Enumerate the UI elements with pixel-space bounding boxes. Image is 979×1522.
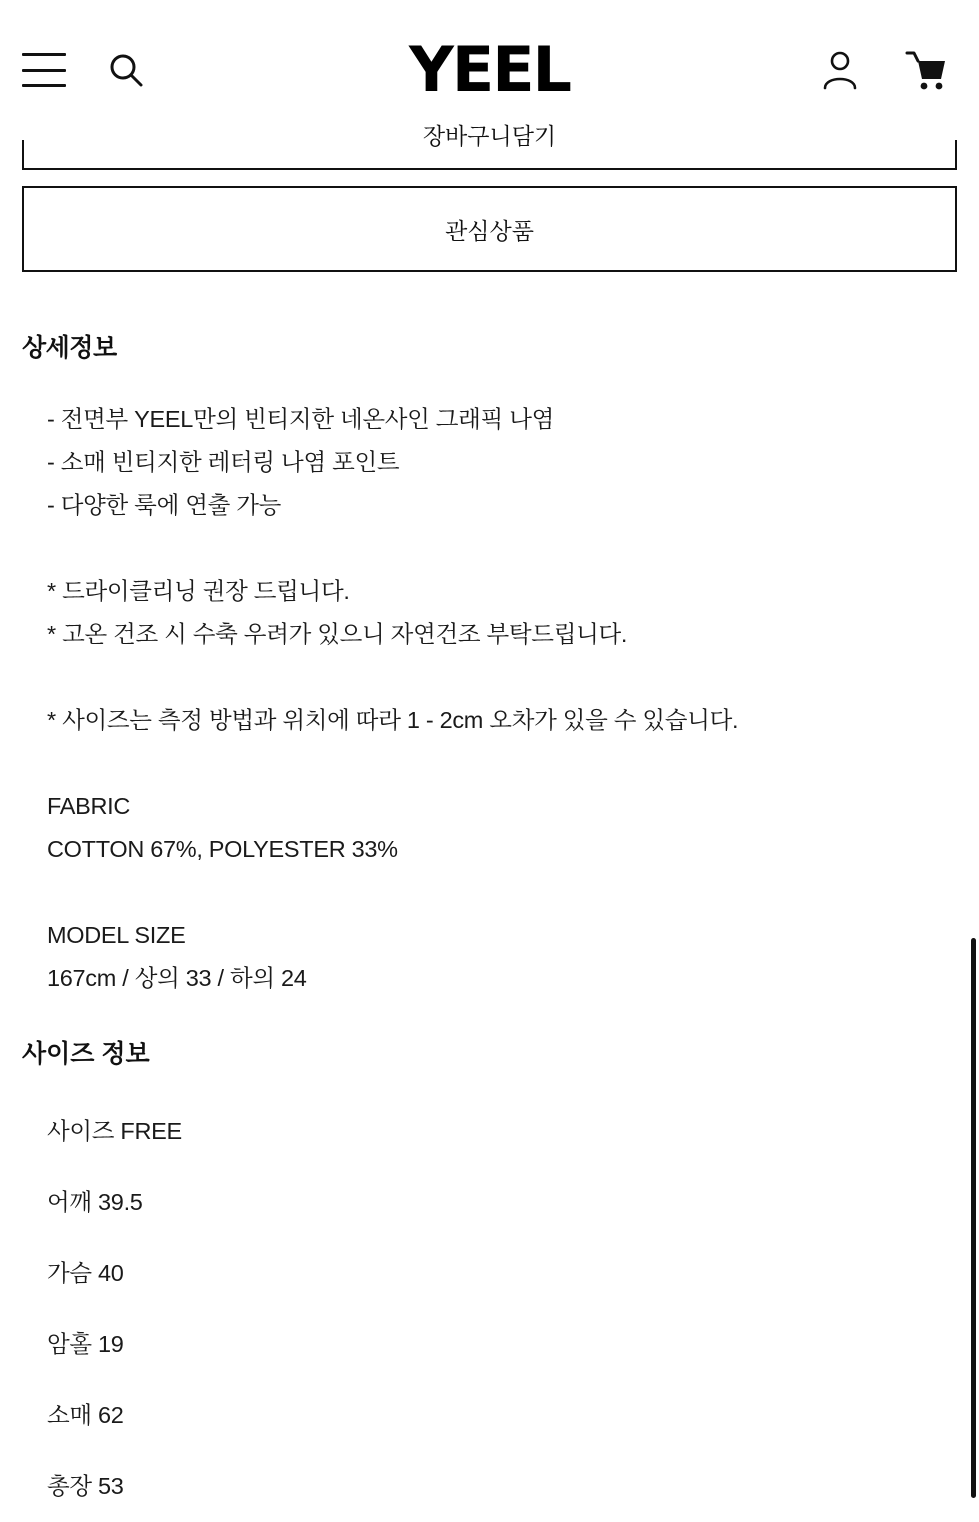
cart-icon[interactable] — [905, 49, 949, 91]
detail-spacer — [47, 871, 957, 914]
detail-spacer — [47, 527, 957, 570]
account-icon[interactable] — [821, 49, 859, 91]
detail-body — [22, 398, 957, 1000]
size-row: 어깨 39.5 — [47, 1189, 143, 1215]
detail-section-title: 상세정보 — [22, 334, 117, 362]
wishlist-label: 관심상품 — [445, 217, 534, 244]
detail-section — [0, 328, 979, 1522]
detail-line: COTTON 67%, POLYESTER 33% — [47, 836, 398, 862]
detail-line: * 고온 건조 시 수축 우려가 있으니 자연건조 부탁드립니다. — [47, 621, 628, 647]
hamburger-icon[interactable] — [22, 53, 66, 87]
action-button-stack — [0, 123, 979, 272]
add-to-cart-button[interactable] — [22, 123, 957, 170]
vertical-scrollbar[interactable] — [971, 938, 976, 1498]
size-row: 가슴 40 — [47, 1260, 124, 1286]
size-row: 소매 62 — [47, 1402, 124, 1428]
size-row: 사이즈 FREE — [47, 1118, 182, 1144]
detail-line: 167cm / 상의 33 / 하의 24 — [47, 965, 307, 991]
detail-spacer — [47, 656, 957, 699]
add-to-cart-label: 장바구니담기 — [422, 123, 557, 149]
size-row: 총장 53 — [47, 1473, 124, 1499]
button-gap — [22, 170, 957, 186]
detail-line: - 다양한 룩에 연출 가능 — [47, 492, 282, 518]
detail-line: MODEL SIZE — [47, 922, 186, 948]
detail-line: FABRIC — [47, 793, 131, 819]
hamburger-bar-1 — [22, 53, 66, 56]
wishlist-button[interactable] — [22, 186, 957, 272]
brand-logo[interactable]: YEEL — [408, 33, 571, 106]
detail-line: - 전면부 YEEL만의 빈티지한 네온사인 그래픽 나염 — [47, 406, 555, 432]
size-list — [22, 1096, 957, 1522]
hamburger-bar-2 — [22, 69, 66, 72]
size-row: 암홀 19 — [47, 1331, 124, 1357]
detail-spacer — [47, 742, 957, 785]
detail-line: * 사이즈는 측정 방법과 위치에 따라 1 - 2cm 오차가 있을 수 있습니다. — [47, 707, 739, 733]
detail-line: * 드라이클리닝 권장 드립니다. — [47, 578, 350, 604]
detail-line: - 소매 빈티지한 레터링 나염 포인트 — [47, 449, 400, 475]
header-right-group — [821, 49, 979, 91]
search-icon[interactable] — [106, 50, 146, 90]
hamburger-bar-3 — [22, 84, 66, 87]
size-section-title: 사이즈 정보 — [22, 1040, 150, 1068]
header-left-group — [0, 50, 146, 90]
